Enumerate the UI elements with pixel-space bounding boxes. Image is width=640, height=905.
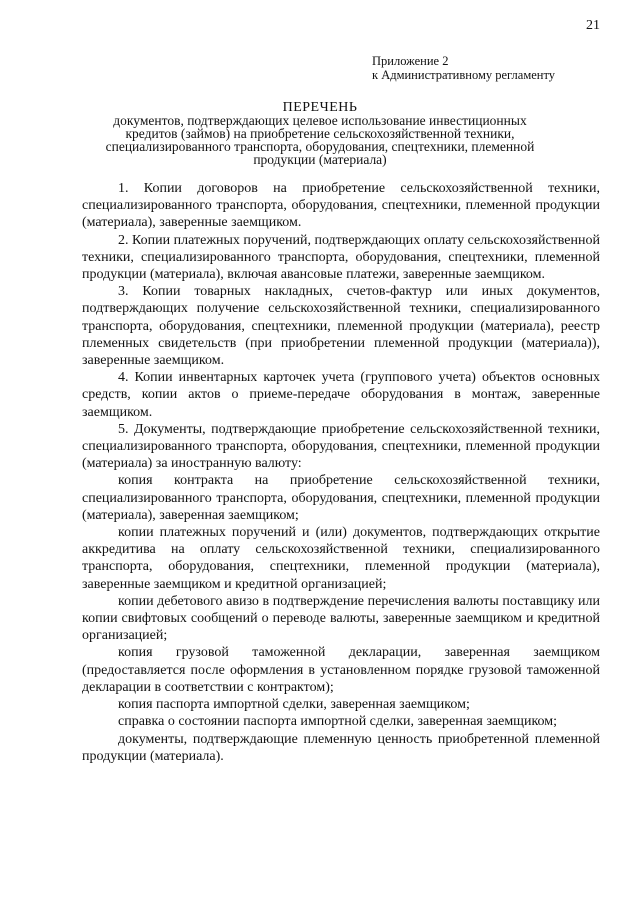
list-item: копия паспорта импортной сделки, заверенная заемщиком; [118, 697, 470, 713]
list-item: 1. Копии договоров на приобретение сельскохозяйственной техники, специализированного транспорта, оборудования, спецтехники, племенной продукции (материала), заверенные заемщиком. [82, 181, 600, 231]
list-item: копия грузовой таможенной декларации, заверенная заемщиком (предоставляется после оформления в установленном порядке грузовой таможенной декларации в соответствии с контрактом); [82, 645, 600, 695]
list-item: документы, подтверждающие племенную ценность приобретенной племенной продукции (материала). [82, 731, 600, 764]
list-item: 5. Документы, подтверждающие приобретение сельскохозяйственной техники, специализированного транспорта, оборудования, спецтехники, племенной продукции (материала) за иностранную валюту: [82, 421, 600, 472]
list-item: 3. Копии товарных накладных, счетов-фактур или иных документов, подтверждающих получение сельскохозяйственной техники, специализированного транспорта, оборудования, спецтехники, племенной продукции (материала), реестр племенных свидетельств (при приобретении племенной продукции (материала)), заверенные заемщиком. [82, 284, 600, 369]
list-item: копии дебетового авизо в подтверждение перечисления валюты поставщику или копии свифтовых сообщений о переводе валюты, заверенные заемщиком и кредитной организацией; [82, 593, 600, 644]
list-item: 2. Копии платежных поручений, подтверждающих оплату сельскохозяйственной техники, специализированного транспорта, оборудования, спецтехники, племенной продукции (материала), включая авансовые платежи, заверенные заемщиком. [82, 232, 600, 283]
annex-note [372, 54, 555, 82]
document-subtitle: документов, подтверждающих целевое использование инвестиционных кредитов (займов) на приобретение сельскохозяйственной техники, специализированного транспорта, оборудования, спецтехники, племенной продукции (материала) [105, 113, 535, 167]
annex-line-1: Приложение 2 [372, 54, 449, 68]
document-title: ПЕРЕЧЕНЬ [282, 100, 358, 115]
list-item: копия контракта на приобретение сельскохозяйственной техники, специализированного транспорта, оборудования, спецтехники, племенной продукции (материала), заверенная заемщиком; [82, 473, 600, 523]
annex-line-2: к Административному регламенту [372, 68, 556, 82]
page-number: 21 [586, 18, 600, 33]
list-item: 4. Копии инвентарных карточек учета (группового учета) объектов основных средств, копии актов о приеме-передаче оборудования в монтаж, заверенные заемщиком. [82, 370, 600, 420]
list-item: копии платежных поручений и (или) документов, подтверждающих открытие аккредитива на оплату сельскохозяйственной техники, специализированного транспорта, оборудования, спецтехники, племенной продукции (материала), заверенные заемщиком и кредитной организацией; [82, 525, 600, 592]
list-item: справка о состоянии паспорта импортной сделки, заверенная заемщиком; [118, 714, 558, 730]
document-body [82, 180, 600, 765]
